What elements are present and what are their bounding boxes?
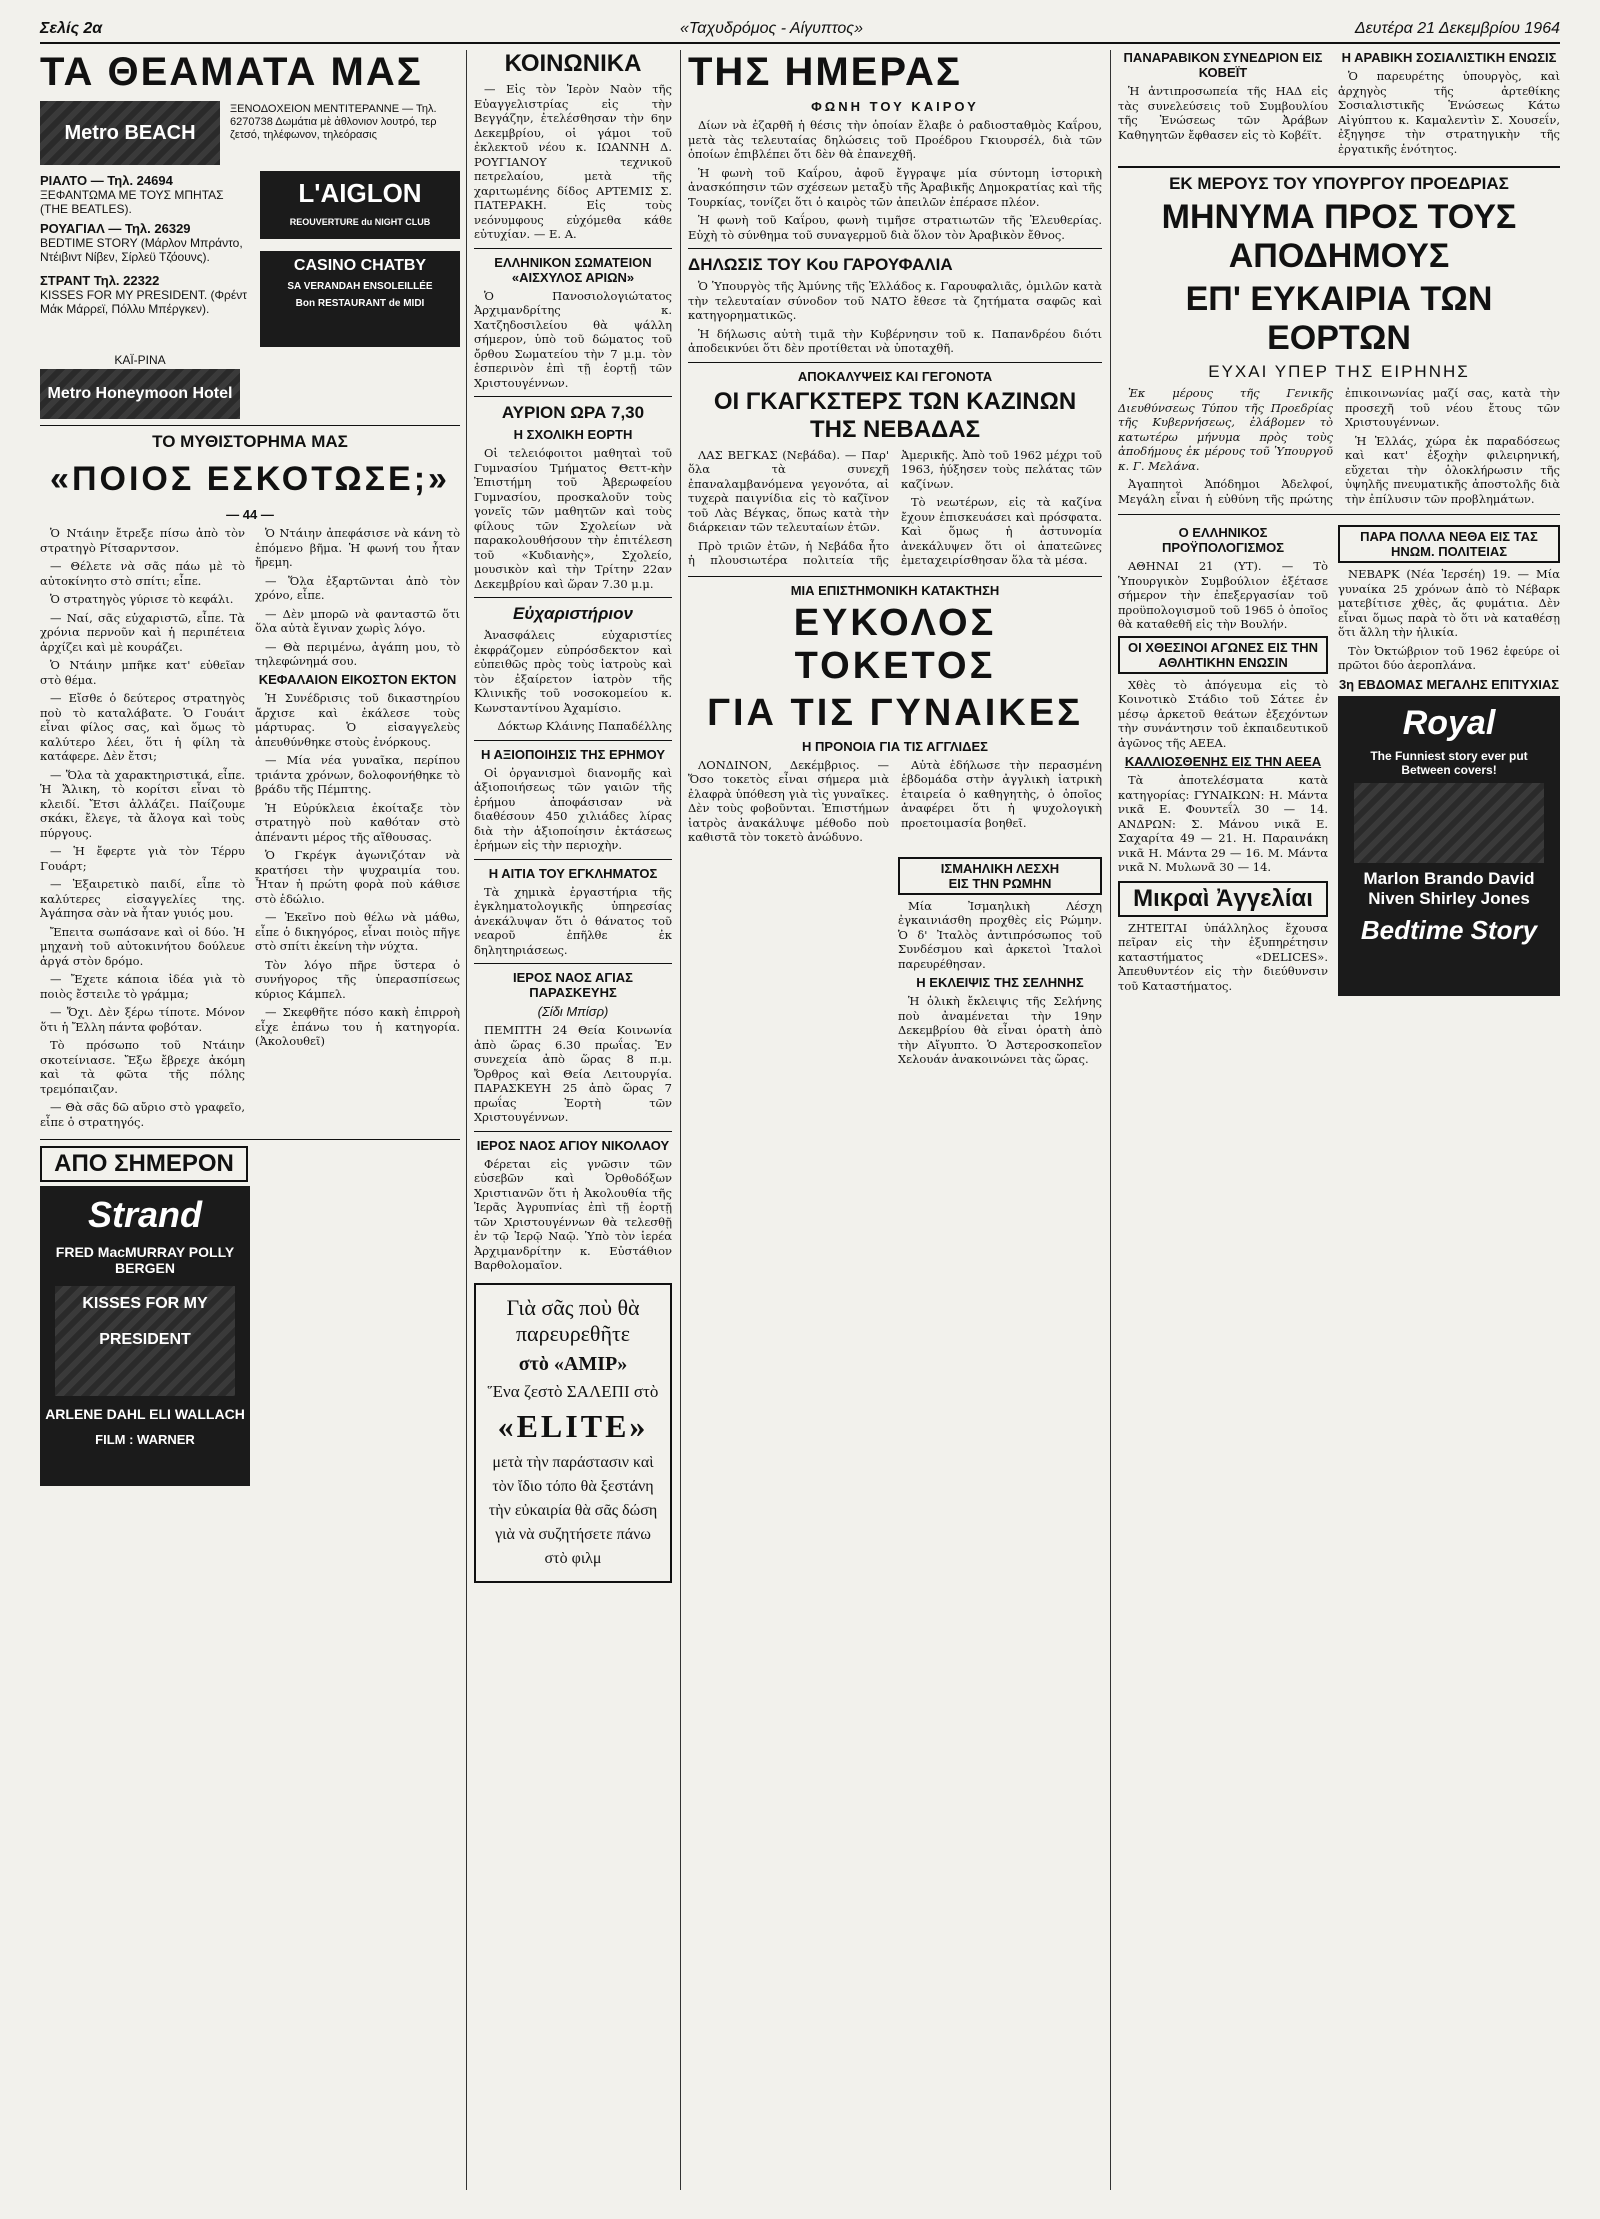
- easy-childbirth-heading-2: ΓΙΑ ΤΙΣ ΓΥΝΑΙΚΕΣ: [707, 691, 1083, 734]
- royal-ad-title: Royal: [1402, 703, 1496, 742]
- games-heading: ΟΙ ΧΘΕΣΙΝΟΙ ΑΓΩΝΕΣ ΕΙΣ ΤΗΝ ΑΘΛΗΤΙΚΗΝ ΕΝΩΣΙΝ: [1118, 636, 1328, 674]
- strand-ad-cast: FRED MacMURRAY POLLY BERGEN: [55, 1244, 235, 1276]
- column-rule: [680, 50, 681, 2190]
- novel-number: — 44 —: [226, 507, 274, 522]
- royal-ad-cast: Marlon Brando David Niven Shirley Jones: [1363, 868, 1535, 908]
- hotel-note: ΞΕΝΟΔΟΧΕΙΟΝ ΜΕΝΤΙΤΕΡΑΝΝΕ — Τηλ. 6270738 Δωμάτια μὲ ἀθλονιον λουτρό, τερ ζετσό, τηλέφωνον, τηλεόρασις: [230, 103, 437, 141]
- masthead: [40, 20, 1560, 44]
- revelations-heading: ΑΠΟΚΑΛΥΨΕΙΣ ΚΑΙ ΓΕΓΟΝΟΤΑ: [797, 368, 993, 384]
- aiglon-name: L'AIGLON: [298, 178, 422, 208]
- aiglon-sub: REOUVERTURE du NIGHT CLUB: [289, 217, 431, 227]
- strand-name: ΣΤΡΑΝΤ Τηλ. 22322: [40, 273, 160, 288]
- arab-socialist-union: [1338, 50, 1560, 160]
- entertainment-column: [40, 50, 460, 2190]
- childbirth-p2: Αὐτὰ ἐδήλωσε τὴν περασμένη ἑβδομάδα στὴν ἀγγλικὴ ἰατρικὴ ἑταιρεία ὁ καθηγητὴς, ὁ ὁποῖος ἀναφέρει ὅτι ἡ ψυχολογικὴ προετοιμασία βοηθεῖ.: [901, 757, 1102, 830]
- school-event-text: Οἱ τελειόφοιτοι μαθηταὶ τοῦ Γυμνασίου Τμήματος Θεττ-κὴν Ἐπιστήμη τοῦ Ἀβερωφείου Γυμνασίου, προσκαλοῦν τοὺς γονεῖς τῶν μαθητῶν καὶ τοὺς φίλους τῶν Σχολείων νὰ παρακολουθήσουν τὴν ἐπιτέλεση τοῦ «Κυδιανὴς», Σχολείο, μουσικὸν καὶ τὴν Τρίτην 22αν Δεκεμβρίου καὶ ὥραν 7.30 μ.μ.: [474, 446, 672, 591]
- voice-of-cairo-p2: Ἡ φωνὴ τοῦ Καΐρου, ἀφοῦ ἔγγραψε μία σύντομη ἱστορικὴ ἀνασκόπησιν τῶν σχέσεων μεταξὺ τῆς Ἀραβικῆς Δημοκρατίας καὶ τῆς Τουρκίας, τονίζει ὅτι ὁ καιρὸς τῶν ἀπειλῶν ἐπέρασε πλέον.: [688, 165, 1102, 209]
- royal-ad-film: Bedtime Story: [1360, 914, 1538, 945]
- school-event-title: Η ΣΧΟΛΙΚΗ ΕΟΡΤΗ: [513, 427, 633, 442]
- childbirth-article: [688, 758, 1102, 845]
- st-paraskevi-text: ΠΕΜΠΤΗ 24 Θεία Κοινωνία ἀπὸ ὥρας 6.30 πρωΐας. Ἐν συνεχεία ἀπὸ ὥρας 8 π.μ. Ὄρθρος καὶ Θεία Λειτουργία. ΠΑΡΑΣΚΕΥΗ 25 ἀπὸ ὥρας 7 πρωΐας Ἑορτὴ τῶν Χριστουγέννων.: [474, 1023, 672, 1124]
- voice-of-cairo-p3: Ἡ φωνὴ τοῦ Καΐρου, φωνὴ τιμῆσε στρατιωτῶν τῆς Ἐλευθερίας. Εὐχὴ τὸ σύνθημα τοῦ συναγερμοῦ διὰ ὅλον τὸν Ἀραβικὸν ἔθνος.: [688, 213, 1102, 242]
- budget-text: ΑΘΗΝΑΙ 21 (ΥΤ). — Τὸ Ὑπουργικὸν Συμβούλιον ἐξέτασε σήμερον τὴν ἐπεξεργασίαν τοῦ προϋπολογισμοῦ τοῦ 1965 ὁ ὁποῖος θὰ καταθεθῆ εἰς τὴν Βουλήν.: [1118, 559, 1328, 631]
- classifieds-text: ΖΗΤΕΙΤΑΙ ὑπάλληλος ἔχουσα πεῖραν εἰς τὴν ἐξυπηρέτησιν καταστήματος «DELICES». Ἀπευθυντέον εἰς τὴν διεύθυνσιν τοῦ Καταστήματος.: [1118, 920, 1328, 993]
- strand-ad-distributor: FILM : WARNER: [95, 1432, 195, 1447]
- crime-heading: Η ΑΙΤΙΑ ΤΟΥ ΕΓΚΛΗΜΑΤΟΣ: [488, 865, 658, 881]
- strand-ad-title: Strand: [87, 1194, 202, 1235]
- usa-text-2: Τὸν Ὀκτώβριον τοῦ 1962 ἐφεύρε οἱ πρῶτοι δύο ἀεροπλάνα.: [1338, 643, 1560, 672]
- eclipse-text: Ἡ ὁλικὴ ἔκλειψις τῆς Σελήνης ποὺ ἀναμένεται τὴν 19ην Δεκεμβρίου θὰ εἶναι ὁρατὴ ἀπὸ τὴν Αἴγυπτο. Ὁ Ἀστεροσκοπεῖον Χελουάν ἀνακοινώνει τὰς ὥρας.: [898, 994, 1102, 1066]
- aeschylus-text: Ὁ Πανοσιολογιώτατος Ἀρχιμανδρίτης κ. Χατζηδοσιλείου θὰ ψάλλη σήμερον, ὑπὸ τοῦ δώματος τοῦ ὄρθου Σωματείου τὴν 7 μ.μ. τὸν ἑσπερινὸν ἐπὶ τῇ ἑορτῇ τῶν Χριστουγέννων.: [474, 288, 672, 390]
- rialto-listing: [40, 173, 240, 216]
- kuwait-heading: ΠΑΝΑΡΑΒΙΚΟΝ ΣΥΝΕΔΡΙΟΝ ΕΙΣ ΚΟΒΕΪΤ: [1123, 50, 1323, 80]
- desert-text: Οἱ ὀργανισμοὶ διανομῆς καὶ ἀξιοποιήσεως τῶν γαιῶν τῆς ἐρήμου ἀποφάσισαν νὰ διαθέσουν 450 χιλιάδες λίρας διὰ τὴν ἀξιοποίησιν ἐκτάσεως ἐρήμων εἰς τὴν περιοχὴν.: [474, 765, 672, 852]
- news-of-day-column: [688, 50, 1102, 2190]
- usa-text: ΝΕΒΑΡΚ (Νέα Ἰερσέη) 19. — Μία γυναίκα 25 χρόνων ἀπὸ τὸ Νέβαρκ ματεβίτισε χθὲς, ἄς φυμάτια. Δὲν εἶναι ὅμως παρὰ τὸ ὅτι νὰ καταθέσῃ ὅτι ἄλλη τὴν ἡλικία.: [1338, 567, 1560, 639]
- desert-heading: Η ΑΞΙΟΠΟΙΗΣΙΣ ΤΗΣ ΕΡΗΜΟΥ: [480, 746, 666, 762]
- aiglon-ad: [260, 171, 460, 239]
- entertainment-title: ΤΑ ΘΕΑΜΑΤΑ ΜΑΣ: [40, 50, 423, 94]
- asu-text: Ὁ παρευρέτης ὑπουργὸς, καὶ ἀρχηγὸς τῆς ἀρτεθίκης Σοσιαλιστικῆς Ἑνώσεως Κάτω Αἰγύπτου κ. Καμαλεντὶν Σ. Χουσεΐν, ἐξηγησε τὴν στρατηγικὴν τῆς ἐργατικῆς ἑνότητος.: [1338, 69, 1560, 156]
- novel-body: [40, 526, 460, 1133]
- message-p1: Ἀγαπητοὶ Ἀπόδημοι Ἀδελφοί, Μεγάλη εἶναι ἡ εὐθύνη τῆς πρώτης ἐπικοινωνίας μαζί σας, κατὰ τὴν προσεχῆ τοῦ νέου ἔτους τῶν Χριστουγέννων.: [1118, 386, 1560, 506]
- wedding-notice: — Εἰς τὸν Ἱερὸν Ναὸν τῆς Εὐαγγελιστρίας εἰς τὴν Βεγγάζην, ἐτελέσθησαν τὴν 6ην Δεκεμβρίου, οἱ γάμοι τοῦ ἐκλεκτοῦ νέου κ. ΙΩΑΝΝΗ Δ. ΡΟΥΓΙΑΝΟΥ τεχνικοῦ πετρελαίου, μετὰ τῆς χαριτωμένης δίδος ΑΡΤΕΜΙΣ Σ. ΠΑΤΕΡΑΚΗ. Εἰς τοὺς νεόνυμφους εὐχόμεθα κάθε εὐτυχίαν. — Ε. Α.: [474, 82, 672, 241]
- metro-honeymoon-ad: Metro Honeymoon Hotel: [40, 369, 240, 419]
- strand-ad-cast2: ARLENE DAHL ELI WALLACH: [45, 1406, 245, 1422]
- royal-ad-photo: [1354, 783, 1544, 863]
- royal-movie-ad: [1338, 696, 1560, 996]
- from-today-label: ΑΠΟ ΣΗΜΕΡΟΝ: [40, 1146, 248, 1182]
- strand-ad-film: KISSES FOR MY PRESIDENT: [55, 1286, 235, 1396]
- easy-childbirth-heading: ΕΥΚΟΛΟΣ ΤΟΚΕΤΟΣ: [793, 601, 997, 687]
- issue-date: Δευτέρα 21 Δεκεμβρίου 1964: [1354, 20, 1560, 37]
- cinema-listings: [40, 101, 460, 351]
- eclipse-heading: Η ΕΚΛΕΙΨΙΣ ΤΗΣ ΣΕΛΗΝΗΣ: [916, 975, 1084, 990]
- asu-heading: Η ΑΡΑΒΙΚΗ ΣΟΣΙΑΛΙΣΤΙΚΗ ΕΝΩΣΙΣ: [1341, 50, 1557, 65]
- garoufalias-heading: ΔΗΛΩΣΙΣ ΤΟΥ Κου ΓΑΡΟΥΦΑΛΙΑ: [688, 255, 953, 274]
- message-article: [1118, 386, 1560, 508]
- budget-heading: Ο ΕΛΛΗΝΙΚΟΣ ΠΡΟΫΠΟΛΟΓΙΣΜΟΣ: [1161, 525, 1285, 555]
- rialto-film: ΞΕΦΑΝΤΩΜΑ ΜΕ ΤΟΥΣ ΜΠΗΤΑΣ (THE BEATLES).: [40, 188, 224, 216]
- novel-text-left: Ὁ Ντάιην ἔτρεξε πίσω ἀπὸ τὸν στρατηγὸ Ρίτσαρντσον. — Θέλετε νὰ σᾶς πάω μὲ τὸ αὐτοκίνητο στὸ σπίτι; εἶπε. Ὁ στρατηγὸς γύρισε τὸ κεφάλι. — Ναί, σᾶς εὐχαριστῶ, εἶπε. Τὰ χρόνια περνοῦν καὶ ἡ περιπέτεια ἀρχίζει καὶ μὲ κουράζει. Ὁ Ντάιην μπῆκε κατ' εὐθεῖαν στὸ θέμα. — Εἴσθε ὁ δεύτερος στρατηγὸς ποὺ τὸ καταλάβατε. Ὁ Γουάιτ εἶναι φίλος σας, καὶ ὅμως τὸ καλύτερο λέει, ὅτι ἡ φίλη τὰ κατάφερε. Δὲν ἔτσι; — Ὅλα τὰ χαρακτηριστικά, εἶπε. Ἡ Ἄλικη, τὸ κορίτσι εἶναι τὸ κλειδί. Ἔτσι ἀλλάζει. Παίζουμε σκάκι, ἔλεγε, τὰ ἄλογα καὶ τοὺς πύργους. — Ἡ ἔφερτε γιὰ τὸν Τέρρυ Γουάρτ; — Ἐξαιρετικὸ παιδί, εἶπε τὸ καλύτερες εἰσαγγελίες της. Ἀγάπησα σὰν νὰ ἦταν γυιός μου. Ἔπειτα σωπάσανε καὶ οἱ δύο. Ἡ μηχανὴ τοῦ αὐτοκινήτου δούλευε ἀργά στὸν δρόμο. — Ἔχετε κάποια ἰδέα γιὰ τὸ ποιὸς ἔστειλε τὸ γράμμα; — Ὄχι. Δὲν ξέρω τίποτε. Μόνον ὅτι ἡ Ἔλλη πάντα φοβόταν. Τὸ πρόσωπο τοῦ Ντάιην σκοτείνιασε. Ἔξω ἔβρεχε ἀκόμη καὶ τὰ φῶτα τῆς πόλης τρεμόπαιζαν. — Θὰ σᾶς δῶ αὔριο στὸ γραφεῖο, εἶπε ὁ στρατηγός.: [40, 526, 245, 1129]
- column-rule: [1110, 50, 1111, 2190]
- message-intro: Ἐκ μέρους τῆς Γενικῆς Διευθύνσεως Τύπου τῆς Προεδρίας τῆς Κυβερνήσεως, ἐλάβομεν τὸ κατωτέρω μήνυμα πρὸς τοὺς ἀποδήμους ἐκ μέρους τοῦ Ὑπουργοῦ κ. Γ. Μελάνα.: [1118, 386, 1333, 473]
- games-text: Χθὲς τὸ ἀπόγευμα εἰς τὸ Κοινοτικὸ Στάδιο τοῦ Σάτεε ἐν μέσῳ ἀρκετοῦ θεάτων ἐξεχόντων τὴν συνάντησιν τοῦ ἐκπαιδευτικοῦ ἀγῶνος τῆς ΑΕΕΑ.: [1118, 677, 1328, 750]
- childbirth-p1: ΛΟΝΔΙΝΟΝ, Δεκέμβριος. — Ὅσο τοκετὸς εἶναι σήμερα μιὰ ἐλαφρὰ ὑπόθεση γιὰ τὶς γυναῖκες. Δὲν τοὺς φοβοῦνται. Ἐπιστήμων ἰατρὸς ἀνακάλυψε μέθοδο ποὺ καθιστᾶ τὸν τοκετὸ ἀνώδυνο.: [688, 757, 889, 844]
- st-nicholas-heading: ΙΕΡΟΣ ΝΑΟΣ ΑΓΙΟΥ ΝΙΚΟΛΑΟΥ: [476, 1137, 670, 1153]
- nevada-casinos-heading: ΟΙ ΓΚΑΓΚΣΤΕΡΣ ΤΩΝ ΚΑΖΙΝΩΝ ΤΗΣ ΝΕΒΑΔΑΣ: [713, 387, 1077, 443]
- peace-wishes-heading: ΕΥΧΑΙ ΥΠΕΡ ΤΗΣ ΕΙΡΗΝΗΣ: [1208, 362, 1470, 381]
- royal-name: ΡΟΥΑΓΙΑΛ — Τηλ. 26329: [40, 221, 191, 236]
- novel-text-right: Ὁ Ντάιην ἀπεφάσισε νὰ κάνη τὸ ἐπόμενο βῆμα. Ἡ φωνή του ἦταν ἤρεμη. — Ὅλα ἐξαρτῶνται ἀπὸ τὸν χρόνο, εἶπε. — Δὲν μπορῶ νὰ φανταστῶ ὅτι ὅλα αὐτὰ ἔγιναν χωρὶς λόγο. — Θὰ περιμένω, ἀγάπη μου, τὸ τηλεφώνημά σου. ΚΕΦΑΛΑΙΟΝ ΕΙΚΟΣΤΟΝ ΕΚΤΟΝ Ἡ Συνέδρισις τοῦ δικαστηρίου ἄρχισε καὶ ἐκάλεσε τοὺς μάρτυρας. Ὁ εἰσαγγελεὺς ἀπευθύνθηκε στοὺς ἐνόρκους. — Μία νέα γυναῖκα, περίπου τριάντα χρόνων, δολοφονήθηκε τὸ βράδυ τῆς Πέμπτης. Ἡ Εὐρύκλεια ἐκοίταξε τὸν στρατηγὸ ποὺ καθόταν στὸ ἀπέναντι μέρος τῆς αἴθουσας. Ὁ Γκρέγκ ἀγωνιζόταν νὰ κρατήσει τὴν ψυχραιμία του. Ἦταν ἡ πρώτη φορὰ ποὺ κάθισε στὸ ἑδώλιο. — Ἐκεῖνο ποὺ θέλω νὰ μάθω, εἶπε ὁ δικηγόρος, εἶναι ποιὸς πῆγε στὸ σπίτι ἐκείνη τὴν νύχτα. Τὸν λόγο πῆρε ὕστερα ὁ συνήγορος τῆς ὑπερασπίσεως κύριος Κάμπελ. — Σκεφθῆτε πόσο κακὴ ἐπιρροὴ εἶχε ἐπάνω του ἡ κατηγορία. (Ἀκολουθεῖ): [255, 526, 460, 1048]
- results-heading: ΚΑΛΛΙΟΣΘΕΝΗΣ ΕΙΣ ΤΗΝ ΑΕΕΑ: [1124, 754, 1322, 769]
- thanks-text: Ἀνασφάλεις εὐχαριστίες ἐκφράζομεν εὐπρόσδεκτον καὶ εὐπειθῶς πρὸς τοὺς ἰατροὺς καὶ τὸν ἐξαίρετον ἰατρὸν τῆς Κλινικῆς τοῦ νοσοκομείου κ. Κωνσταντίνου Ἀχαμίσιο.: [474, 628, 672, 715]
- side-briefs: [898, 853, 1102, 1071]
- column-rule: [466, 50, 467, 2190]
- voice-of-cairo-heading: ΦΩΝΗ ΤΟΥ ΚΑΙΡΟΥ: [811, 99, 979, 114]
- aeschylus-heading: ΕΛΛΗΝΙΚΟΝ ΣΩΜΑΤΕΙΟΝ «ΑΙΣΧΥΛΟΣ ΑΡΙΩΝ»: [494, 254, 652, 285]
- kuwait-congress: [1118, 50, 1328, 160]
- presidency-heading: ΕΚ ΜΕΡΟΥΣ ΤΟΥ ΥΠΟΥΡΓΟΥ ΠΡΟΕΔΡΙΑΣ: [1169, 174, 1509, 193]
- royal-film-listing: BEDTIME STORY (Μάρλον Μπράντο, Ντέιβιντ Νίβεν, Σίρλεϋ Τζόουνς).: [40, 236, 243, 264]
- message-p2: Ἡ Ἑλλάς, χώρα ἐκ παραδόσεως καὶ κατ' ἐξοχὴν φιλειρηνική, εὔχεται τὴν ὁλοκλήρωσιν τῆς ὑψηλῆς πνευματικῆς ἀποστολῆς διὰ τὴν ἐπίλυσιν τῶν προβλημάτων.: [1345, 433, 1560, 506]
- elite-ad-line2: στὸ «ΑΜΙΡ»: [518, 1352, 628, 1375]
- casino-ad: [260, 251, 460, 347]
- elite-ad-line1: Γιὰ σᾶς ποὺ θὰ παρευρεθῆτε: [506, 1294, 640, 1346]
- elite-ad-line4: «ELITE»: [497, 1407, 649, 1444]
- metro-ad: Metro BEACH: [40, 101, 220, 165]
- casino-name: CASINO CHATBY: [293, 257, 427, 274]
- school-event-time: ΑΥΡΙΟΝ ΩΡΑ 7,30: [501, 403, 645, 422]
- elite-ad-line5: μετὰ τὴν παράστασιν καὶ τὸν ἴδιο τόπο θὰ ξεστάνη τὴν εὐκαιρία θὰ σᾶς δώση γιὰ νὰ συζητήσετε πάνω στὸ φιλμ: [488, 1453, 658, 1567]
- voice-of-cairo-p1: Δίων νὰ ἐζαρθῆ ἡ θέσις τὴν ὁποίαν ἔλαβε ὁ ραδιοσταθμὸς Καΐρου, μετὰ τὰς τελευταίας δηλώσεις τοῦ Προέδρου Γκιουρσέλ, διὰ τῶν ὁποίων ἐπιβλέπει ὅτι δὲν θὰ ἐπανεχθῆ.: [688, 118, 1102, 161]
- paper-name: «Ταχυδρόμος - Αίγυπτος»: [680, 20, 863, 37]
- ismaili-text: Μία Ἰσμαηλικὴ Λέσχη ἐγκαινιάσθη προχθὲς εἰς Ρώμην. Ὁ δ' Ἰταλὸς ἀντιπρόσωπος τοῦ Συνδέσμου καὶ ἀρκετοὶ Ἰταλοὶ παρευρέθησαν.: [898, 898, 1102, 971]
- st-paraskevi-sub: (Σίδι Μπίσρ): [537, 1004, 609, 1019]
- novel-label: ΤΟ ΜΥΘΙΣΤΟΡΗΜΑ ΜΑΣ: [152, 432, 348, 451]
- right-column: [1118, 50, 1560, 2190]
- classifieds-heading: Μικραὶ Ἀγγελίαι: [1118, 881, 1328, 917]
- message-heading-2: ΕΠ' ΕΥΚΑΙΡΙΑ ΤΩΝ ΕΟΡΤΩΝ: [1185, 280, 1493, 357]
- casino-sub: SA VERANDAH ENSOLEILLÉE: [287, 281, 433, 292]
- rialto-name: ΡΙΑΛΤΟ — Τηλ. 24694: [40, 173, 173, 188]
- st-paraskevi-heading: ΙΕΡΟΣ ΝΑΟΣ ΑΓΙΑΣ ΠΑΡΑΣΚΕΥΗΣ: [513, 970, 633, 1000]
- strand-film-listing: KISSES FOR MY PRESIDENT. (Φρέντ Μάκ Μάρρεϊ, Πόλλυ Μπέργκεν).: [40, 288, 247, 316]
- strand-movie-ad: [40, 1186, 250, 1486]
- page-number: Σελίς 2α: [40, 20, 103, 37]
- casino-restaurant: Bon RESTAURANT de MIDI: [295, 298, 425, 309]
- results-text: Τὰ ἀποτελέσματα κατὰ κατηγορίας: ΓΥΝΑΙΚΩΝ: Η. Μάντα νικᾶ Ε. Φουντεΐλ 30 — 14. ΑΝΔΡΩΝ: Σ. Μάνου νικᾶ Ε. Σαχαρίτα 49 — 21. Η. Παραινάκη νικᾶ Η. Μάντα 29 — 16. Μ. Μάντα νικᾶ Ν. Μυλωνᾶ 30 — 14.: [1118, 773, 1328, 874]
- nevada-p1: ΛΑΣ ΒΕΓΚΑΣ (Νεβάδα). — Παρ' ὅλα τὰ συνεχῆ ἐπαναλαμβανόμενα γεγονότα, αἱ τυχερὰ παιγνίδια εἰς τὸ καζῖνον τοῦ Λὰς Βέγκας, ὅπως κατὰ τὴν διάρκειαν τῶν τελευταίων ἐτῶν.: [688, 447, 889, 534]
- ismaili-heading: ΙΣΜΑΗΛΙΚΗ ΛΕΣΧΗ ΕΙΣ ΤΗΝ ΡΩΜΗΝ: [898, 857, 1102, 895]
- royal-listing: [40, 221, 250, 264]
- st-nicholas-text: Φέρεται εἰς γνῶσιν τῶν εὐσεβῶν καὶ Ὀρθοδόξων Χριστιανῶν ὅτι ἡ Ἀκολουθία τῆς Ἱερᾶς Ἀγρυπνίας ἐπὶ τῇ ἑορτῇ τῶν Χριστουγέννων θὰ τελεσθῇ ἐν τῷ Ἱερῷ Ναῷ. Ὑπὸ τὸν ἱερέα Ἀρχιμανδρίτην κ. Εὐστάθιον Βαρθολομαῖον.: [474, 1156, 672, 1272]
- scientific-heading: ΜΙΑ ΕΠΙΣΤΗΜΟΝΙΚΗ ΚΑΤΑΚΤΗΣΗ: [790, 582, 1000, 598]
- nevada-p3: Τὸ νεωτέρων, εἰς τὰ καζίνα ἔχουν ἐπισκευάσει καὶ πρόσφατα. Καὶ ὅμως ἡ ἀστυνομία ἀνεκάλυψεν ὅτι οἱ ἀπατεῶνες ἐμεταχειρίσθησαν ὅλα τὰ μέσα.: [901, 495, 1102, 567]
- nevada-p2: Πρὸ τριῶν ἐτῶν, ἡ Νεβάδα ἦτο ἡ πλουσιωτέρα πολιτεία τῆς Ἀμερικῆς. Ἀπὸ τοῦ 1962 μέχρι τοῦ 1963, ἠύξησεν τοὺς πελάτας τῶν καζίνων.: [688, 447, 1102, 567]
- kairina-label: ΚΑΪ-ΡΙΝΑ: [114, 353, 166, 367]
- message-heading: ΜΗΝΥΜΑ ΠΡΟΣ ΤΟΥΣ ΑΠΟΔΗΜΟΥΣ: [1161, 198, 1517, 275]
- novel-title: «ΠΟΙΟΣ ΕΣΚΟΤΩΣΕ;»: [50, 460, 450, 498]
- elite-ad-line3: Ἕνα ζεστὸ ΣΑΛΕΠΙ στὸ: [487, 1381, 659, 1401]
- garoufalias-p2: Ἡ δήλωσις αὐτὴ τιμᾶ τὴν Κυβέρνησιν τοῦ κ. Παπανδρέου διότι ἀποδεικνύει ὅτι δὲν προτίθεται νὰ ὑποταχθῆ.: [688, 326, 1102, 355]
- easy-childbirth-sub: Η ΠΡΟΝΟΙΑ ΓΙΑ ΤΙΣ ΑΓΓΛΙΔΕΣ: [802, 738, 988, 754]
- kuwait-text: Ἡ ἀντιπροσωπεία τῆς ΗΑΔ εἰς τὰς συνελεύσεις τοῦ Συμβουλίου τῆς Ἑνώσεως τῶν Ἀράβων Καθηγητῶν ἔφθασεν εἰς τὸ Κοβέϊτ.: [1118, 84, 1328, 142]
- news-of-day-title: ΤΗΣ ΗΜΕΡΑΣ: [688, 50, 962, 94]
- garoufalias-p1: Ὁ Ὑπουργὸς τῆς Ἀμύνης τῆς Ἑλλάδος κ. Γαρουφαλιᾶς, ὁμιλῶν κατὰ τὴν τελευταίαν σύνοδον τοῦ ΝΑΤΟ ἔθεσε τὰ ζητήματα σαφῶς καὶ κατηγορηματικῶς.: [688, 279, 1102, 322]
- thanks-heading: Εὐχαριστήριον: [513, 604, 633, 623]
- social-title: ΚΟΙΝΩΝΙΚΑ: [504, 50, 642, 77]
- crime-text: Τὰ χημικὰ ἐργαστήρια τῆς ἐγκληματολογικῆς ὑπηρεσίας ἀνεκάλυψαν ὅτι ὁ θάνατος τοῦ νεαροῦ ἐπῆλθε ἐκ δηλητηριάσεως.: [474, 884, 672, 957]
- anniversary-label: 3η ΕΒΔΟΜΑΣ ΜΕΓΑΛΗΣ ΕΠΙΤΥΧΙΑΣ: [1338, 676, 1560, 692]
- elite-ad: [474, 1283, 672, 1583]
- social-column: [474, 50, 672, 2190]
- nevada-article: [688, 448, 1102, 570]
- strand-listing: [40, 273, 250, 316]
- usa-heading: ΠΑΡΑ ΠΟΛΛΑ ΝΕΘΑ ΕΙΣ ΤΑΣ ΗΝΩΜ. ΠΟΛΙΤΕΙΑΣ: [1338, 525, 1560, 563]
- royal-ad-tagline: The Funniest story ever put Between covers!: [1370, 748, 1528, 777]
- thanks-signature: Δόκτωρ Κλάινης Παπαδέλλης: [497, 719, 672, 733]
